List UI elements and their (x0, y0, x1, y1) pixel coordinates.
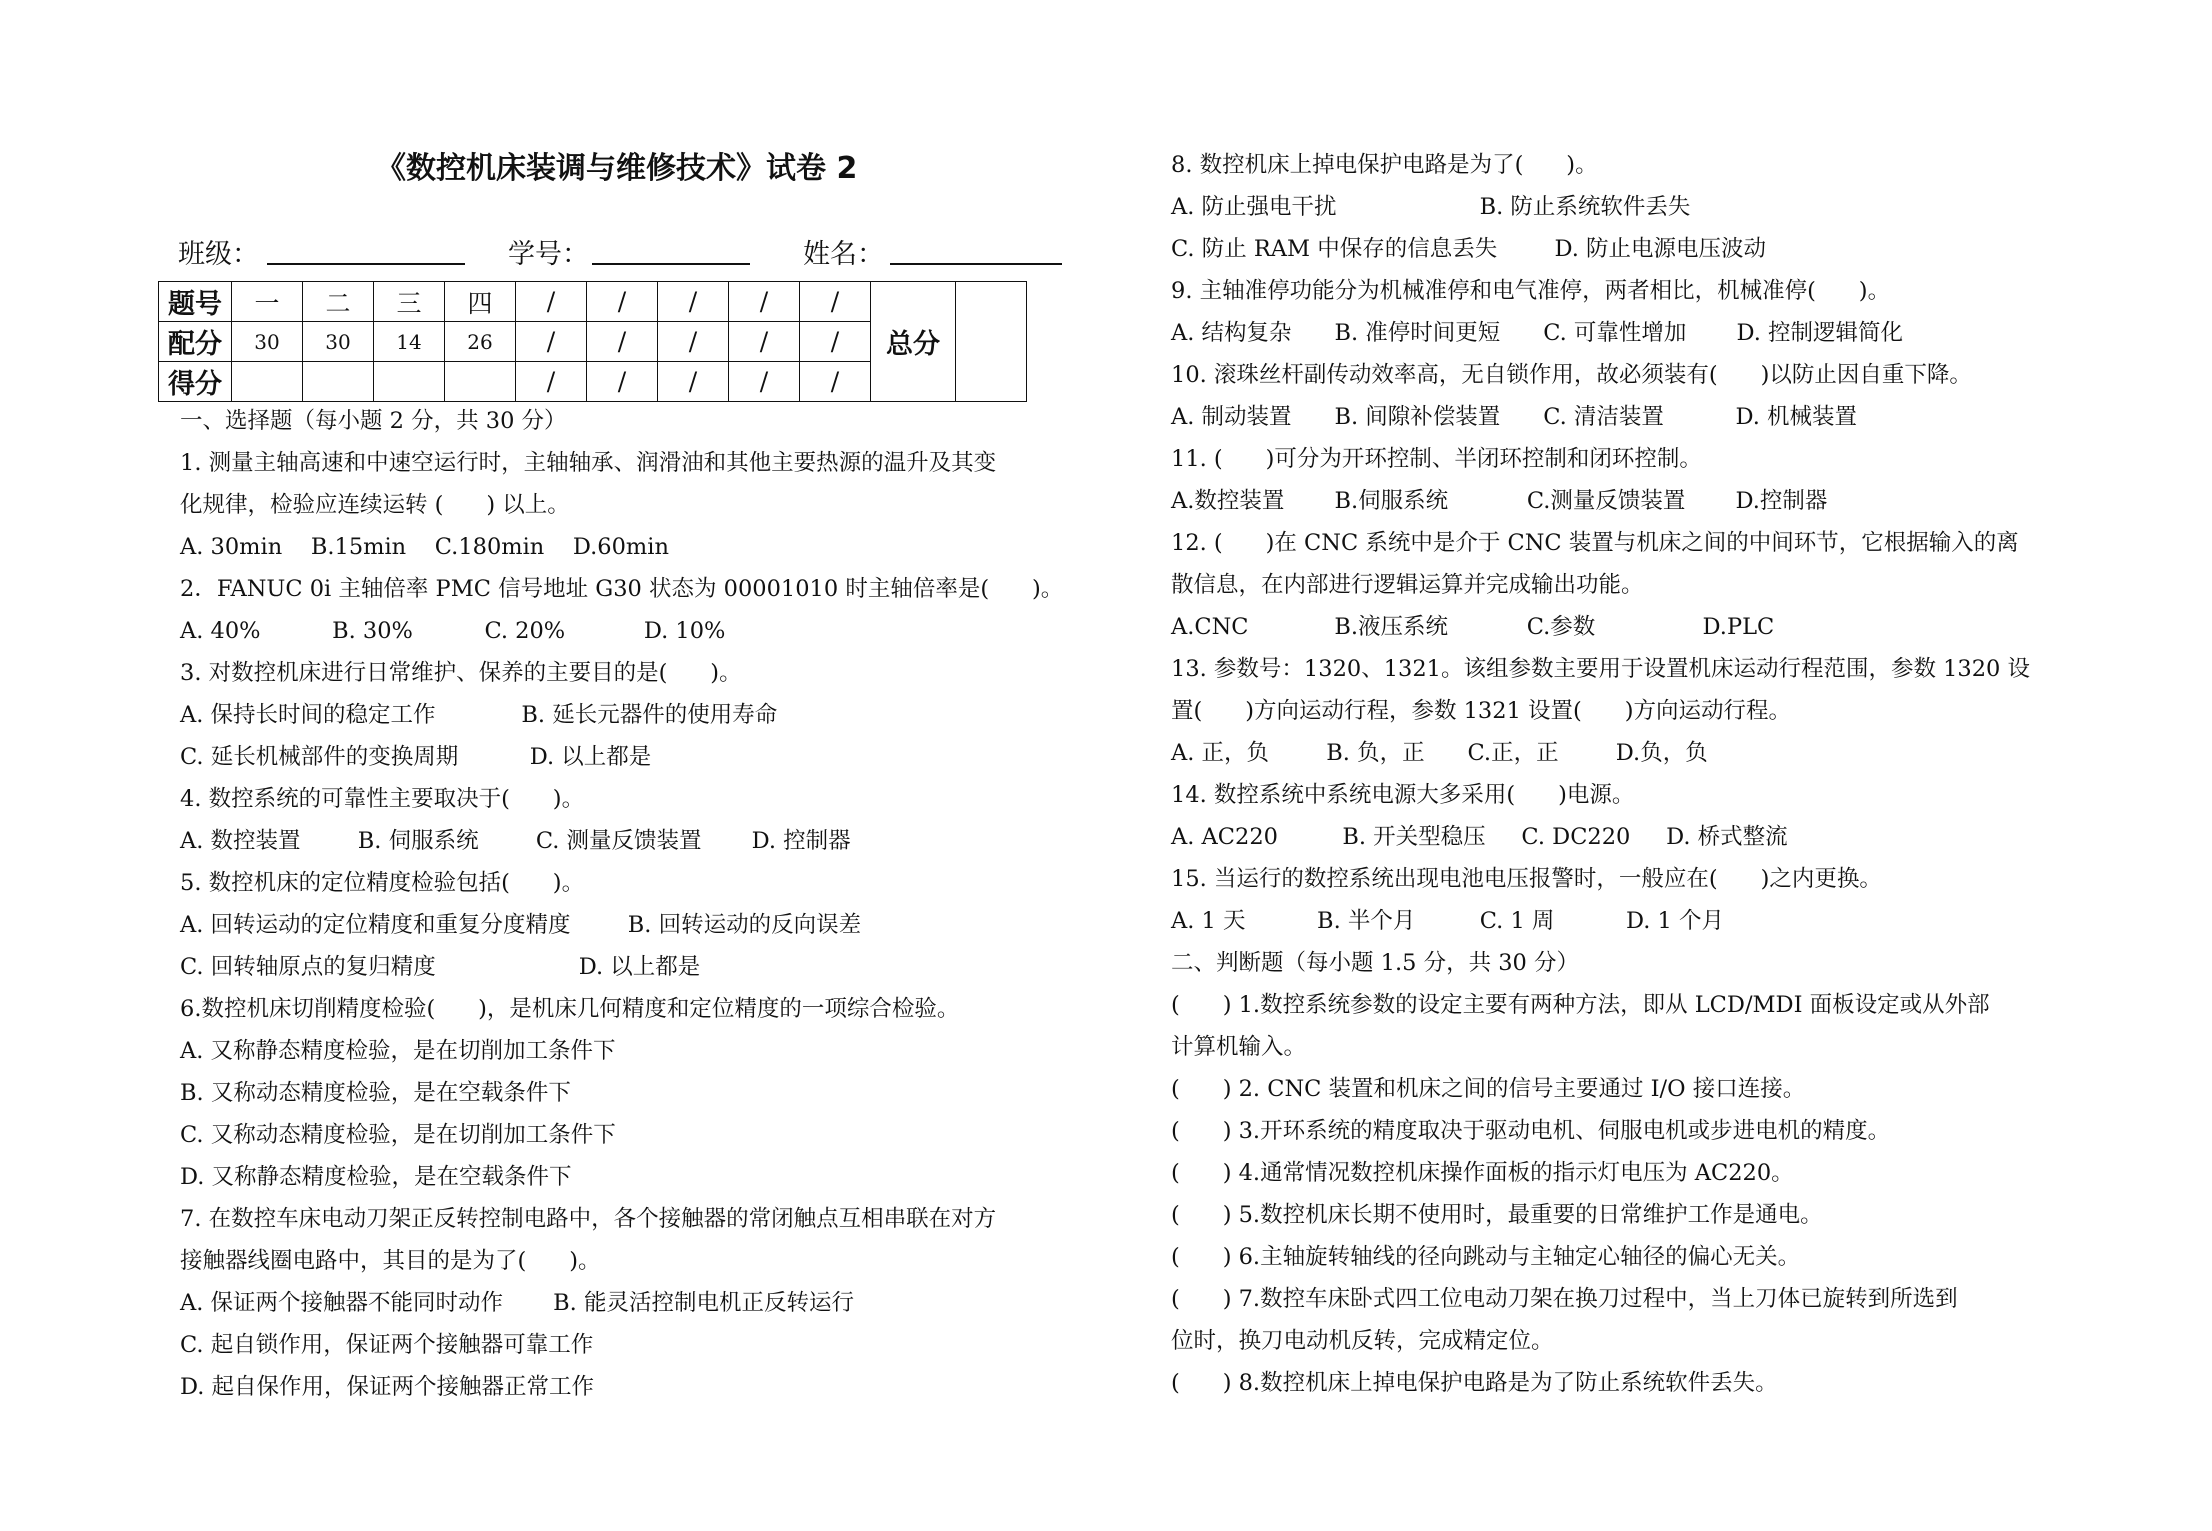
question-line: 散信息，在内部进行逻辑运算并完成输出功能。 (1171, 572, 1644, 598)
student-id-label: 学号： (508, 239, 589, 270)
question-line: 15. 当运行的数控系统出现电池电压报警时，一般应在( )之内更换。 (1171, 866, 1882, 892)
points-cell: 26 (445, 322, 516, 362)
score-table (158, 281, 1027, 402)
question-line: 9. 主轴准停功能分为机械准停和电气准停，两者相比，机械准停( )。 (1171, 278, 1891, 304)
student-id-blank[interactable] (592, 263, 750, 265)
judgement-line: 计算机输入。 (1171, 1034, 1307, 1060)
option-line: B. 又称动态精度检验，是在空载条件下 (180, 1080, 571, 1106)
points-cell: / (516, 322, 587, 362)
judgement-line: ( ) 5.数控机床长期不使用时，最重要的日常维护工作是通电。 (1171, 1202, 1823, 1228)
option-line: A. 回转运动的定位精度和重复分度精度 B. 回转运动的反向误差 (180, 912, 862, 938)
points-cell: 30 (303, 322, 374, 362)
option-line: A. 1 天 B. 半个月 C. 1 周 D. 1 个月 (1171, 908, 1724, 934)
row-label: 配分 (159, 322, 232, 362)
option-line: A. 正，负 B. 负，正 C.正，正 D.负，负 (1171, 740, 1708, 766)
name-blank[interactable] (890, 263, 1062, 265)
header-cell: 四 (445, 282, 516, 322)
option-line: A. 保证两个接触器不能同时动作 B. 能灵活控制电机正反转运行 (180, 1290, 854, 1316)
class-blank[interactable] (267, 263, 465, 265)
class-label: 班级： (178, 239, 259, 270)
option-line: A. 结构复杂 B. 准停时间更短 C. 可靠性增加 D. 控制逻辑简化 (1171, 320, 1904, 346)
header-cell: / (587, 282, 658, 322)
section-heading: 一、选择题（每小题 2 分，共 30 分） (180, 408, 567, 434)
score-cell: / (516, 362, 587, 402)
option-line: C. 延长机械部件的变换周期 D. 以上都是 (180, 744, 652, 770)
row-label: 题号 (159, 282, 232, 322)
question-line: 化规律，检验应连续运转 ( ) 以上。 (180, 492, 570, 518)
points-cell: / (800, 322, 871, 362)
question-line: 接触器线圈电路中，其目的是为了( )。 (180, 1248, 601, 1274)
question-line: 10. 滚珠丝杆副传动效率高，无自锁作用，故必须装有( )以防止因自重下降。 (1171, 362, 1972, 388)
judgement-line: ( ) 4.通常情况数控机床操作面板的指示灯电压为 AC220。 (1171, 1160, 1794, 1186)
section-heading: 二、判断题（每小题 1.5 分，共 30 分） (1171, 950, 1580, 976)
option-line: A. 保持长时间的稳定工作 B. 延长元器件的使用寿命 (180, 702, 778, 728)
option-line: A. 又称静态精度检验，是在切削加工条件下 (180, 1038, 616, 1064)
question-line: 2．FANUC 0i 主轴倍率 PMC 信号地址 G30 状态为 00001010 时主轴倍率是( )。 (180, 576, 1064, 602)
option-line: A. 防止强电干扰 B. 防止系统软件丢失 (1171, 194, 1691, 220)
header-cell: / (516, 282, 587, 322)
question-line: 6.数控机床切削精度检验( )，是机床几何精度和定位精度的一项综合检验。 (180, 996, 960, 1022)
judgement-line: ( ) 1.数控系统参数的设定主要有两种方法，即从 LCD/MDI 面板设定或从外部 (1171, 992, 1990, 1018)
question-line: 4. 数控系统的可靠性主要取决于( )。 (180, 786, 585, 812)
judgement-line: ( ) 8.数控机床上掉电保护电路是为了防止系统软件丢失。 (1171, 1370, 1778, 1396)
exam-title: 《数控机床装调与维修技术》试卷 2 (376, 151, 858, 186)
option-line: C. 防止 RAM 中保存的信息丢失 D. 防止电源电压波动 (1171, 236, 1767, 262)
total-label: 总分 (871, 282, 956, 402)
score-row-headers (159, 282, 1027, 322)
question-line: 11. ( )可分为开环控制、半闭环控制和闭环控制。 (1171, 446, 1702, 472)
score-cell[interactable] (232, 362, 303, 402)
option-line: C. 回转轴原点的复归精度 D. 以上都是 (180, 954, 701, 980)
points-cell: / (658, 322, 729, 362)
row-label: 得分 (159, 362, 232, 402)
score-cell[interactable] (445, 362, 516, 402)
header-cell: 二 (303, 282, 374, 322)
question-line: 7. 在数控车床电动刀架正反转控制电路中，各个接触器的常闭触点互相串联在对方 (180, 1206, 997, 1232)
option-line: A.CNC B.液压系统 C.参数 D.PLC (1171, 614, 1775, 640)
judgement-line: ( ) 6.主轴旋转轴线的径向跳动与主轴定心轴径的偏心无关。 (1171, 1244, 1801, 1270)
points-cell: 30 (232, 322, 303, 362)
option-line: A. 30min B.15min C.180min D.60min (180, 534, 669, 560)
question-line: 12. ( )在 CNC 系统中是介于 CNC 装置与机床之间的中间环节，它根据输入的离 (1171, 530, 2019, 556)
question-line: 14. 数控系统中系统电源大多采用( )电源。 (1171, 782, 1635, 808)
score-cell: / (587, 362, 658, 402)
name-label: 姓名： (803, 239, 884, 270)
option-line: A. 制动装置 B. 间隙补偿装置 C. 清洁装置 D. 机械装置 (1171, 404, 1857, 430)
header-cell: 三 (374, 282, 445, 322)
header-cell: / (800, 282, 871, 322)
header-cell: / (658, 282, 729, 322)
score-cell: / (658, 362, 729, 402)
question-line: 8. 数控机床上掉电保护电路是为了( )。 (1171, 152, 1598, 178)
points-cell: / (729, 322, 800, 362)
option-line: A. AC220 B. 开关型稳压 C. DC220 D. 桥式整流 (1171, 824, 1788, 850)
judgement-line: ( ) 3.开环系统的精度取决于驱动电机、伺服电机或步进电机的精度。 (1171, 1118, 1891, 1144)
header-cell: / (729, 282, 800, 322)
option-line: A.数控装置 B.伺服系统 C.测量反馈装置 D.控制器 (1171, 488, 1828, 514)
judgement-line: ( ) 7.数控车床卧式四工位电动刀架在换刀过程中，当上刀体已旋转到所选到 (1171, 1286, 1958, 1312)
option-line: C. 起自锁作用，保证两个接触器可靠工作 (180, 1332, 594, 1358)
option-line: D. 起自保作用，保证两个接触器正常工作 (180, 1374, 595, 1400)
option-line: A. 数控装置 B. 伺服系统 C. 测量反馈装置 D. 控制器 (180, 828, 851, 854)
question-line: 3. 对数控机床进行日常维护、保养的主要目的是( )。 (180, 660, 742, 686)
points-cell: 14 (374, 322, 445, 362)
judgement-line: ( ) 2. CNC 装置和机床之间的信号主要通过 I/O 接口连接。 (1171, 1076, 1806, 1102)
score-cell[interactable] (303, 362, 374, 402)
judgement-line: 位时，换刀电动机反转，完成精定位。 (1171, 1328, 1554, 1354)
score-cell: / (729, 362, 800, 402)
option-line: A. 40% B. 30% C. 20% D. 10% (180, 618, 726, 644)
question-line: 13. 参数号：1320、1321。该组参数主要用于设置机床运动行程范围，参数 1320 设 (1171, 656, 2031, 682)
option-line: D. 又称静态精度检验，是在空载条件下 (180, 1164, 572, 1190)
question-line: 1. 测量主轴高速和中速空运行时，主轴轴承、润滑油和其他主要热源的温升及其变 (180, 450, 997, 476)
score-cell[interactable] (374, 362, 445, 402)
score-cell: / (800, 362, 871, 402)
total-score-cell[interactable] (956, 282, 1027, 402)
question-line: 置( )方向运动行程，参数 1321 设置( )方向运动行程。 (1171, 698, 1792, 724)
header-cell: 一 (232, 282, 303, 322)
points-cell: / (587, 322, 658, 362)
question-line: 5. 数控机床的定位精度检验包括( )。 (180, 870, 585, 896)
option-line: C. 又称动态精度检验，是在切削加工条件下 (180, 1122, 616, 1148)
